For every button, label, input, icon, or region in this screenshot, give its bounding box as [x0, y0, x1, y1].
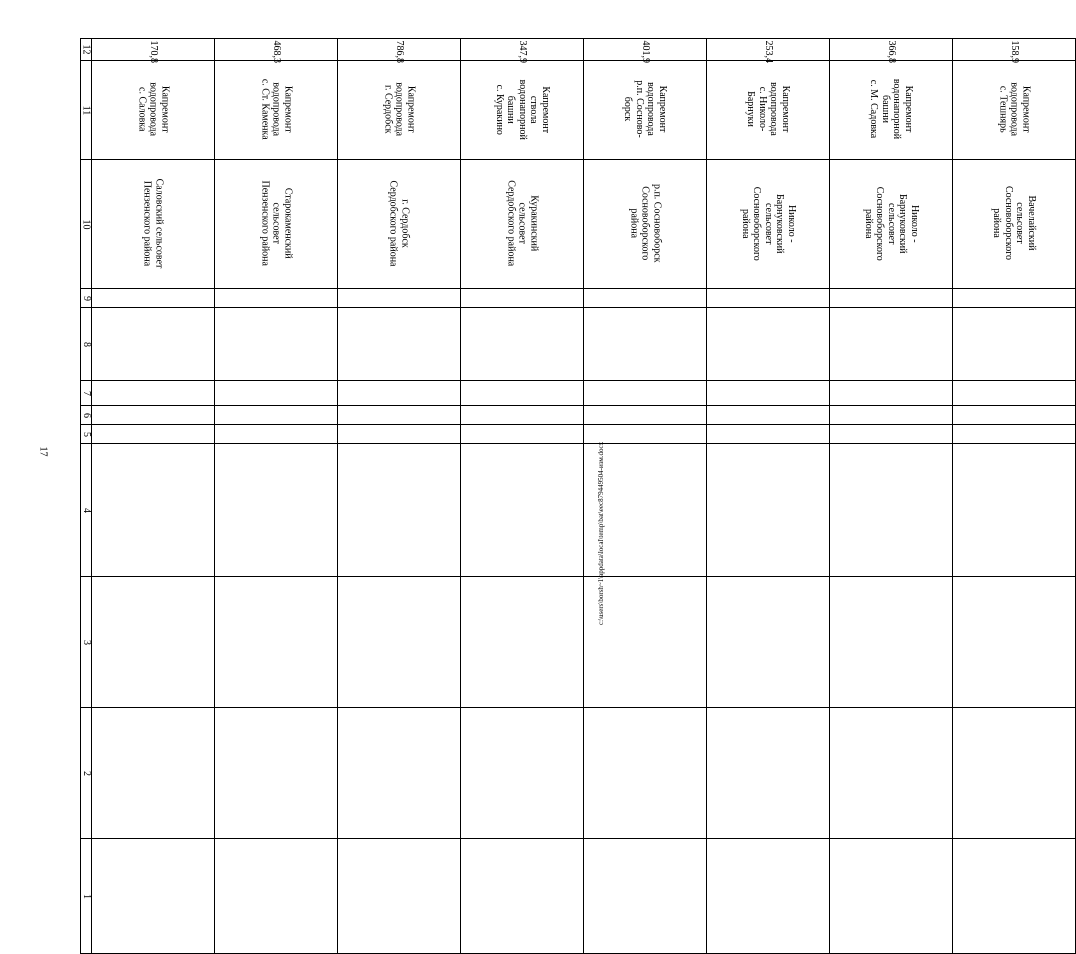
row-8-cell-9 [953, 289, 1076, 308]
header-cell-2: 2 [81, 708, 92, 839]
table-row [81, 289, 1076, 308]
row-8-cell-8 [953, 308, 1076, 381]
row-7-cell-4 [830, 444, 953, 577]
row-2-cell-10: Старокаменский сельсовет Пензенского района [215, 160, 338, 289]
table-row [81, 406, 1076, 425]
header-cell-3: 3 [81, 577, 92, 708]
row-3-cell-9 [338, 289, 461, 308]
row-1-cell-5 [92, 425, 215, 444]
row-6-cell-7 [707, 381, 830, 406]
row-1-cell-1 [92, 839, 215, 954]
row-5-cell-11: Капремонт водопровода р.п. Сосново- борск [584, 61, 707, 160]
row-5-cell-8 [584, 308, 707, 381]
row-7-cell-5 [830, 425, 953, 444]
row-8-cell-2 [953, 708, 1076, 839]
row-1-cell-8 [92, 308, 215, 381]
table-row [81, 308, 1076, 381]
row-2-cell-11: Капремонт водопровода с. Ст. Каменка [215, 61, 338, 160]
row-4-cell-5 [461, 425, 584, 444]
row-2-cell-6 [215, 406, 338, 425]
table-row [81, 839, 1076, 954]
row-4-cell-8 [461, 308, 584, 381]
row-8-cell-7 [953, 381, 1076, 406]
row-2-cell-4 [215, 444, 338, 577]
row-2-cell-8 [215, 308, 338, 381]
row-2-cell-2 [215, 708, 338, 839]
row-7-cell-3 [830, 577, 953, 708]
row-1-cell-4 [92, 444, 215, 577]
row-1-cell-10: Саловский сельсовет Пензенского района [92, 160, 215, 289]
header-cell-1: 1 [81, 839, 92, 954]
row-6-cell-9 [707, 289, 830, 308]
row-6-cell-12: 253,4 [707, 39, 830, 61]
table-row [81, 160, 1076, 289]
table-row [81, 444, 1076, 577]
row-4-cell-11: Капремонт ствола водонапорной башни с. Куракино [461, 61, 584, 160]
header-cell-9: 9 [81, 289, 92, 308]
row-6-cell-4 [707, 444, 830, 577]
row-3-cell-11: Капремонт водопровода г. Сердобск [338, 61, 461, 160]
row-4-cell-1 [461, 839, 584, 954]
row-7-cell-2 [830, 708, 953, 839]
row-3-cell-4 [338, 444, 461, 577]
row-4-cell-10: Куракинский сельсовет Сердобского района [461, 160, 584, 289]
row-5-cell-2 [584, 708, 707, 839]
row-1-cell-2 [92, 708, 215, 839]
capital-repair-table [80, 38, 1076, 954]
row-1-cell-3 [92, 577, 215, 708]
row-6-cell-3 [707, 577, 830, 708]
row-4-cell-3 [461, 577, 584, 708]
row-1-cell-9 [92, 289, 215, 308]
row-5-cell-9 [584, 289, 707, 308]
row-1-cell-6 [92, 406, 215, 425]
row-4-cell-12: 347,9 [461, 39, 584, 61]
row-3-cell-1 [338, 839, 461, 954]
row-8-cell-3 [953, 577, 1076, 708]
header-cell-4: 4 [81, 444, 92, 577]
row-6-cell-5 [707, 425, 830, 444]
row-1-cell-7 [92, 381, 215, 406]
row-6-cell-11: Капремонт водопровода с. Николо- Барнуки [707, 61, 830, 160]
row-6-cell-6 [707, 406, 830, 425]
row-7-cell-11: Капремонт водонапорной башни с. М. Садовка [830, 61, 953, 160]
row-6-cell-1 [707, 839, 830, 954]
row-3-cell-2 [338, 708, 461, 839]
row-6-cell-2 [707, 708, 830, 839]
row-7-cell-9 [830, 289, 953, 308]
table-row [81, 708, 1076, 839]
row-2-cell-12: 468,3 [215, 39, 338, 61]
header-cell-6: 6 [81, 406, 92, 425]
row-6-cell-10: Николо - Барнуковский сельсовет Сосновоборского района [707, 160, 830, 289]
row-3-cell-8 [338, 308, 461, 381]
page-number: 17 [37, 446, 49, 457]
row-8-cell-10: Вачелайский сельсовет Сосновоборского района [953, 160, 1076, 289]
table-row [81, 425, 1076, 444]
table-row [81, 39, 1076, 61]
row-3-cell-7 [338, 381, 461, 406]
row-2-cell-5 [215, 425, 338, 444]
row-7-cell-12: 366,8 [830, 39, 953, 61]
header-cell-7: 7 [81, 381, 92, 406]
row-5-cell-10: р.п. Сосновоборск Сосновоборского района [584, 160, 707, 289]
row-2-cell-7 [215, 381, 338, 406]
row-4-cell-2 [461, 708, 584, 839]
header-cell-11: 11 [81, 61, 92, 160]
row-3-cell-6 [338, 406, 461, 425]
row-3-cell-5 [338, 425, 461, 444]
header-cell-12: 12 [81, 39, 92, 61]
row-3-cell-10: г. Сердобск Сердобского района [338, 160, 461, 289]
row-8-cell-5 [953, 425, 1076, 444]
row-5-cell-12: 401,9 [584, 39, 707, 61]
row-3-cell-12: 786,8 [338, 39, 461, 61]
table-row [81, 61, 1076, 160]
row-8-cell-6 [953, 406, 1076, 425]
row-4-cell-6 [461, 406, 584, 425]
row-1-cell-12: 170,8 [92, 39, 215, 61]
row-8-cell-11: Капремонт водопровода с. Тешнярь [953, 61, 1076, 160]
row-2-cell-1 [215, 839, 338, 954]
row-6-cell-8 [707, 308, 830, 381]
row-8-cell-12: 158,9 [953, 39, 1076, 61]
row-4-cell-7 [461, 381, 584, 406]
row-2-cell-9 [215, 289, 338, 308]
header-cell-10: 10 [81, 160, 92, 289]
row-1-cell-11: Капремонт водопровода с. Саловка [92, 61, 215, 160]
row-8-cell-4 [953, 444, 1076, 577]
row-7-cell-1 [830, 839, 953, 954]
row-5-cell-1 [584, 839, 707, 954]
row-7-cell-10: Николо - Барнуковский сельсовет Сосновоборского района [830, 160, 953, 289]
header-cell-5: 5 [81, 425, 92, 444]
row-7-cell-7 [830, 381, 953, 406]
header-cell-8: 8 [81, 308, 92, 381]
row-4-cell-4 [461, 444, 584, 577]
table-row [81, 381, 1076, 406]
table-row [81, 577, 1076, 708]
footer-file-path: c:\users\borsh~1\appdata\local\temp\bat\eec879449504-изм.docx [597, 441, 605, 625]
row-8-cell-1 [953, 839, 1076, 954]
row-4-cell-9 [461, 289, 584, 308]
row-3-cell-3 [338, 577, 461, 708]
row-7-cell-8 [830, 308, 953, 381]
row-2-cell-3 [215, 577, 338, 708]
row-7-cell-6 [830, 406, 953, 425]
